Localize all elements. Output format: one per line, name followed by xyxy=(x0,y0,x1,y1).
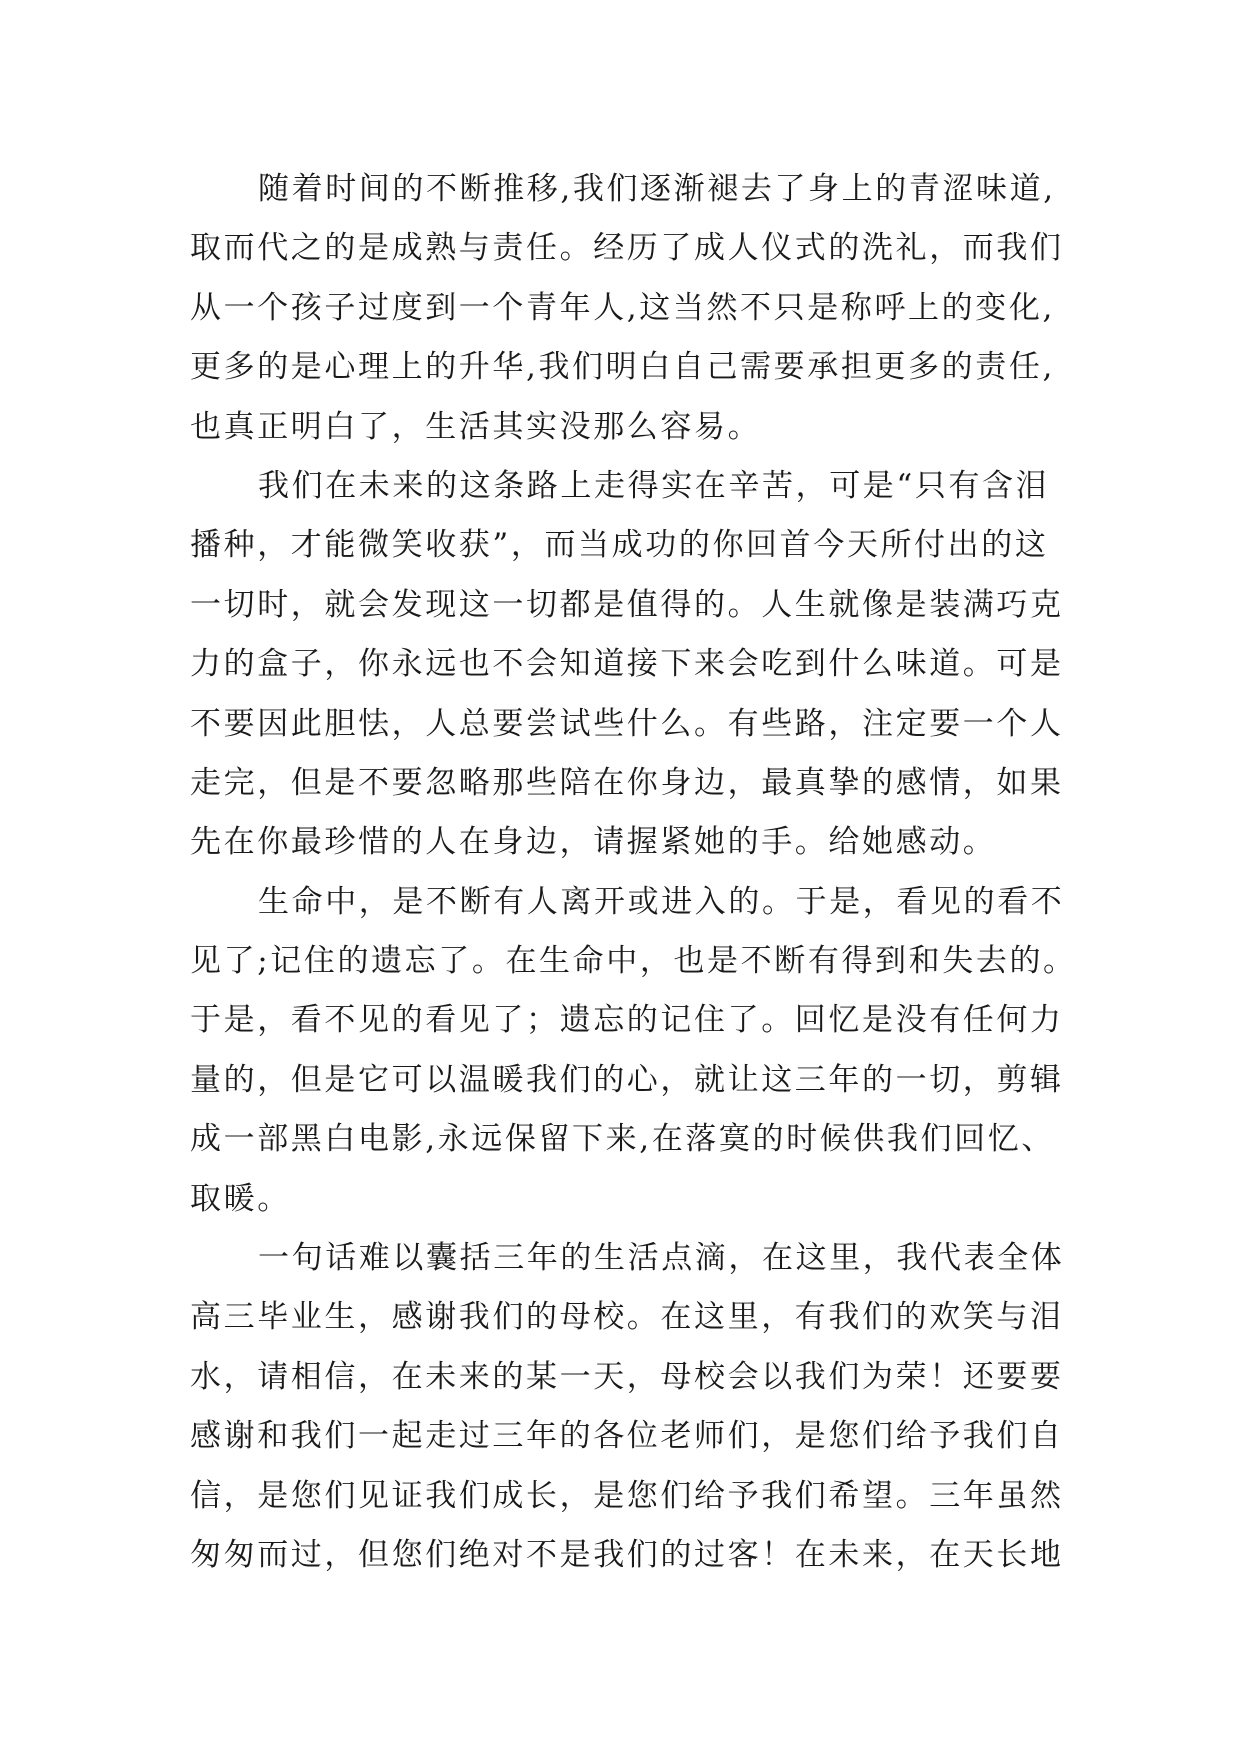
text-line: 取暖。 xyxy=(190,1180,291,1217)
text-line: 匆匆而过，但您们绝对不是我们的过客！在未来，在天长地 xyxy=(190,1536,1064,1573)
text-line: 见了;记住的遗忘了。在生命中，也是不断有得到和失去的。 xyxy=(190,943,1077,980)
paragraph-2 xyxy=(190,457,1070,873)
paragraph-4 xyxy=(190,1229,1070,1585)
text-line: 也真正明白了，生活其实没那么容易。 xyxy=(190,408,762,445)
text-line: 感谢和我们一起走过三年的各位老师们，是您们给予我们自 xyxy=(190,1418,1064,1455)
text-line: 信，是您们见证我们成长，是您们给予我们希望。三年虽然 xyxy=(190,1477,1064,1514)
text-line: 成一部黑白电影,永远保留下来,在落寞的时候供我们回忆、 xyxy=(190,1121,1055,1158)
text-line: 一句话难以囊括三年的生活点滴，在这里，我代表全体 xyxy=(258,1240,1065,1277)
text-line: 随着时间的不断推移,我们逐渐褪去了身上的青涩味道, xyxy=(258,171,1056,207)
paragraph-3 xyxy=(190,873,1077,1229)
text-line: 量的，但是它可以温暖我们的心，就让这三年的一切，剪辑 xyxy=(190,1061,1064,1098)
text-line: 从一个孩子过度到一个青年人,这当然不只是称呼上的变化, xyxy=(190,289,1055,326)
paragraph-1 xyxy=(190,160,1070,457)
text-line: 走完，但是不要忽略那些陪在你身边，最真挚的感情，如果 xyxy=(190,764,1064,801)
text-line: 高三毕业生，感谢我们的母校。在这里，有我们的欢笑与泪 xyxy=(190,1299,1064,1336)
text-line: 水，请相信，在未来的某一天，母校会以我们为荣！还要要 xyxy=(190,1358,1064,1395)
text-line: 播种，才能微笑收获”，而当成功的你回首今天所付出的这 xyxy=(190,527,1049,564)
text-line: 生命中，是不断有人离开或进入的。于是，看见的看不 xyxy=(258,883,1065,920)
text-line: 更多的是心理上的升华,我们明白自己需要承担更多的责任, xyxy=(190,349,1055,386)
text-line: 力的盒子，你永远也不会知道接下来会吃到什么味道。可是 xyxy=(190,646,1064,683)
text-line: 先在你最珍惜的人在身边，请握紧她的手。给她感动。 xyxy=(190,824,997,861)
text-line: 于是，看不见的看见了；遗忘的记住了。回忆是没有任何力 xyxy=(190,1002,1064,1039)
body-text xyxy=(190,160,1077,1585)
text-line: 不要因此胆怯，人总要尝试些什么。有些路，注定要一个人 xyxy=(190,705,1064,742)
text-line: 我们在未来的这条路上走得实在辛苦，可是“只有含泪 xyxy=(258,467,1050,504)
text-line: 一切时，就会发现这一切都是值得的。人生就像是装满巧克 xyxy=(190,586,1064,623)
text-line: 取而代之的是成熟与责任。经历了成人仪式的洗礼，而我们 xyxy=(190,230,1064,267)
